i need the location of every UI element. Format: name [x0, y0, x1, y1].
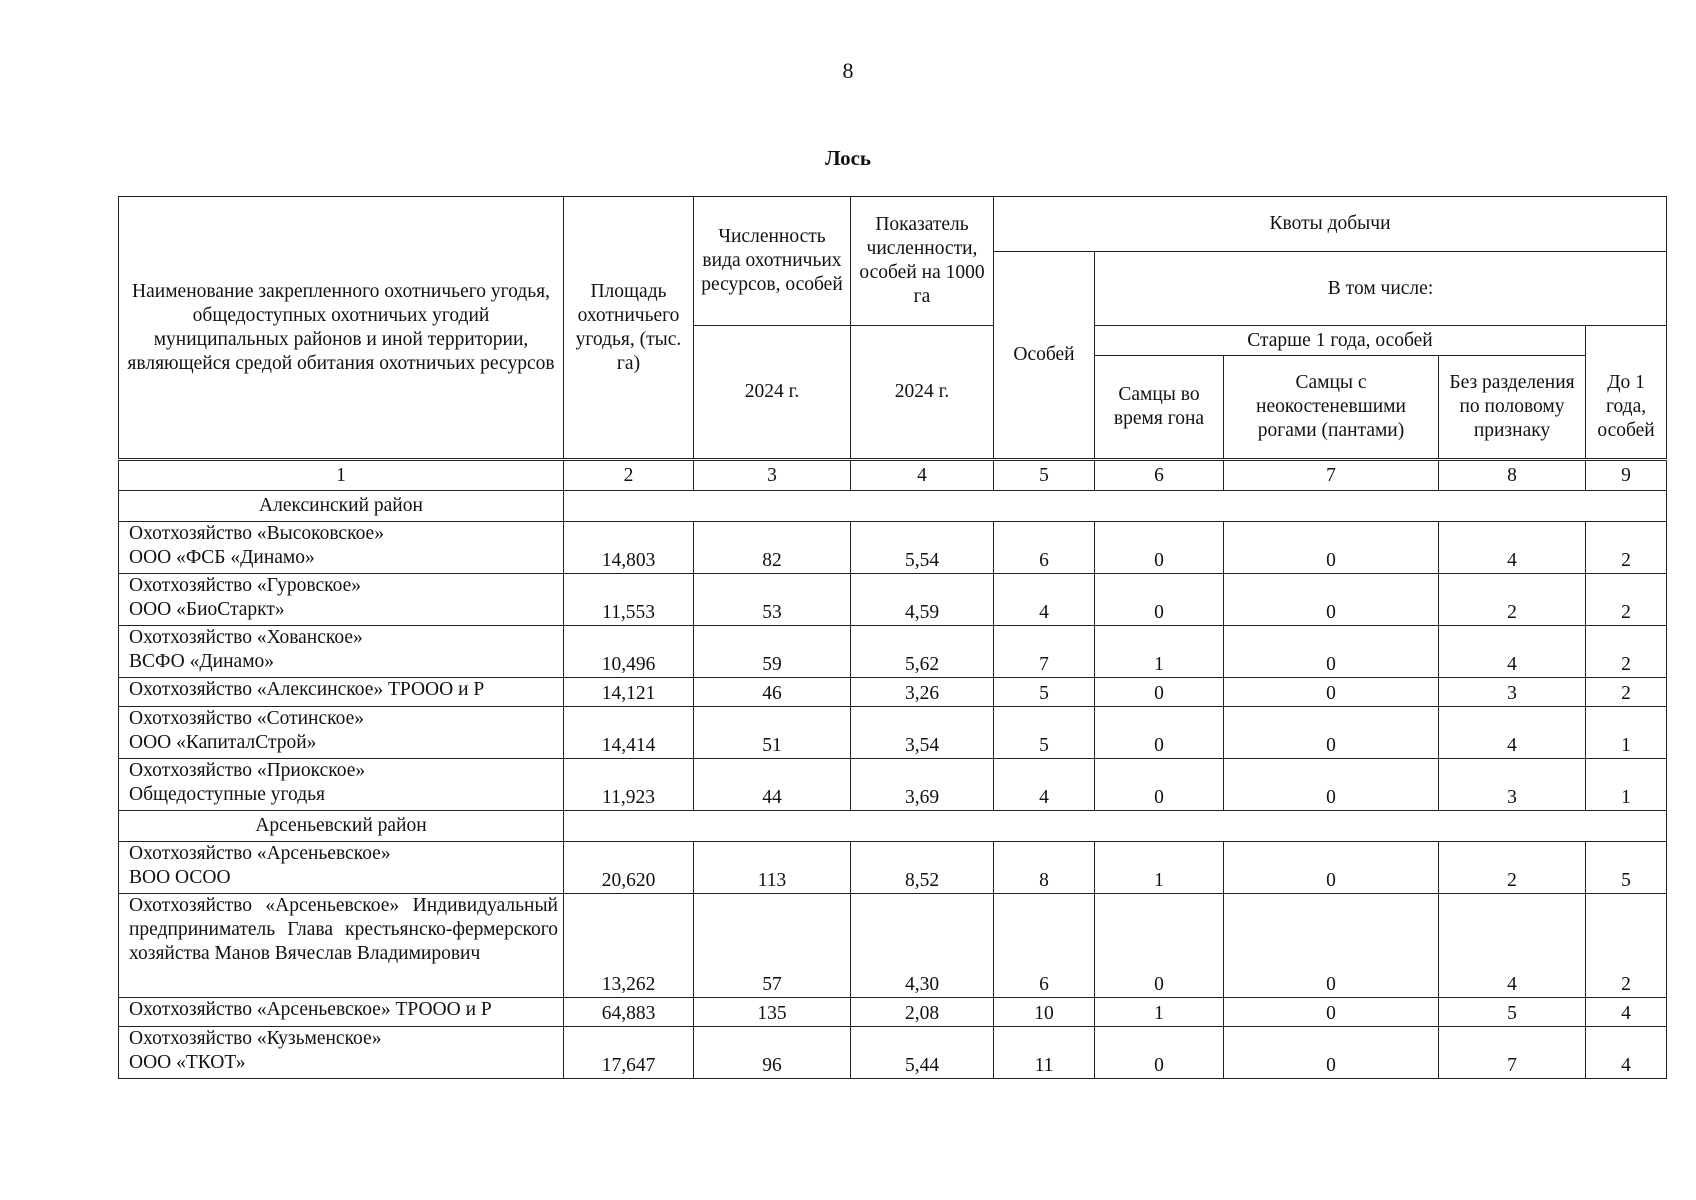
- table-row: [119, 522, 1667, 574]
- header-antlers: Самцы с неокостеневшими рогами (пантами): [1224, 356, 1439, 460]
- rut-cell: 0: [1095, 894, 1224, 998]
- column-number-row: [119, 460, 1667, 491]
- header-older: Старше 1 года, особей: [1095, 326, 1586, 356]
- total-cell: 5: [994, 707, 1095, 759]
- density-cell: 5,54: [851, 522, 994, 574]
- young-cell: 2: [1586, 894, 1667, 998]
- table-row: [119, 998, 1667, 1027]
- count-cell: 82: [694, 522, 851, 574]
- district-name: Арсеньевский район: [119, 811, 564, 842]
- young-cell: 2: [1586, 522, 1667, 574]
- total-cell: 6: [994, 894, 1095, 998]
- header-name: Наименование закрепленного охотничьего угодья, общедоступных охотничьих угодий муниципальных районов и иной территории, являющейся средой обитания охотничьих ресурсов: [119, 197, 564, 460]
- total-cell: 5: [994, 678, 1095, 707]
- area-cell: 11,923: [564, 759, 694, 811]
- antlers-cell: 0: [1224, 759, 1439, 811]
- header-density-year: 2024 г.: [851, 326, 994, 460]
- young-cell: 2: [1586, 626, 1667, 678]
- header-rut: Самцы во время гона: [1095, 356, 1224, 460]
- hunting-ground-name: Охотхозяйство «Хованское» ВСФО «Динамо»: [119, 626, 564, 678]
- density-cell: 3,54: [851, 707, 994, 759]
- total-cell: 6: [994, 522, 1095, 574]
- header-quota: Квоты добычи: [994, 197, 1667, 252]
- area-cell: 10,496: [564, 626, 694, 678]
- density-cell: 3,69: [851, 759, 994, 811]
- header-density: Показатель численности, особей на 1000 га: [851, 197, 994, 326]
- rut-cell: 0: [1095, 1027, 1224, 1079]
- count-cell: 113: [694, 842, 851, 894]
- table-row: [119, 626, 1667, 678]
- antlers-cell: 0: [1224, 998, 1439, 1027]
- column-number: 3: [694, 460, 851, 491]
- hunting-ground-name: Охотхозяйство «Высоковское» ООО «ФСБ «Динамо»: [119, 522, 564, 574]
- young-cell: 4: [1586, 998, 1667, 1027]
- rut-cell: 0: [1095, 759, 1224, 811]
- count-cell: 96: [694, 1027, 851, 1079]
- density-cell: 5,44: [851, 1027, 994, 1079]
- nosex-cell: 4: [1439, 626, 1586, 678]
- header-area: Площадь охотничьего угодья, (тыс. га): [564, 197, 694, 460]
- hunting-ground-name: Охотхозяйство «Приокское» Общедоступные угодья: [119, 759, 564, 811]
- density-cell: 2,08: [851, 998, 994, 1027]
- area-cell: 14,414: [564, 707, 694, 759]
- hunting-ground-name: Охотхозяйство «Алексинское» ТРООО и Р: [119, 678, 564, 707]
- table-row: [119, 574, 1667, 626]
- young-cell: 5: [1586, 842, 1667, 894]
- area-cell: 64,883: [564, 998, 694, 1027]
- column-number: 9: [1586, 460, 1667, 491]
- column-number: 7: [1224, 460, 1439, 491]
- young-cell: 2: [1586, 678, 1667, 707]
- hunting-ground-name: Охотхозяйство «Сотинское» ООО «КапиталСтрой»: [119, 707, 564, 759]
- hunting-ground-name: Охотхозяйство «Арсеньевское» ТРООО и Р: [119, 998, 564, 1027]
- table-row: [119, 678, 1667, 707]
- density-cell: 3,26: [851, 678, 994, 707]
- rut-cell: 0: [1095, 707, 1224, 759]
- column-number: 4: [851, 460, 994, 491]
- table-row: [119, 759, 1667, 811]
- table-row: [119, 1027, 1667, 1079]
- rut-cell: 1: [1095, 998, 1224, 1027]
- density-cell: 8,52: [851, 842, 994, 894]
- total-cell: 11: [994, 1027, 1095, 1079]
- antlers-cell: 0: [1224, 842, 1439, 894]
- antlers-cell: 0: [1224, 678, 1439, 707]
- antlers-cell: 0: [1224, 894, 1439, 998]
- count-cell: 59: [694, 626, 851, 678]
- nosex-cell: 4: [1439, 707, 1586, 759]
- nosex-cell: 4: [1439, 894, 1586, 998]
- count-cell: 51: [694, 707, 851, 759]
- hunting-ground-name: Охотхозяйство «Гуровское» ООО «БиоСтаркт»: [119, 574, 564, 626]
- total-cell: 8: [994, 842, 1095, 894]
- hunting-ground-name: Охотхозяйство «Арсеньевское» Индивидуальный предприниматель Глава крестьянско-фермерского хозяйства Манов Вячеслав Владимирович: [119, 894, 564, 998]
- header-nosex: Без разделения по половому признаку: [1439, 356, 1586, 460]
- document-title: Лось: [824, 146, 872, 170]
- quota-table: [118, 196, 1667, 1079]
- area-cell: 17,647: [564, 1027, 694, 1079]
- young-cell: 4: [1586, 1027, 1667, 1079]
- total-cell: 4: [994, 574, 1095, 626]
- antlers-cell: 0: [1224, 707, 1439, 759]
- area-cell: 14,803: [564, 522, 694, 574]
- district-row: [119, 491, 1667, 522]
- young-cell: 1: [1586, 707, 1667, 759]
- column-number: 6: [1095, 460, 1224, 491]
- header-including: В том числе:: [1095, 252, 1667, 326]
- header-young: До 1 года, особей: [1586, 326, 1667, 460]
- rut-cell: 0: [1095, 574, 1224, 626]
- hunting-ground-name: Охотхозяйство «Арсеньевское» ВОО ОСОО: [119, 842, 564, 894]
- antlers-cell: 0: [1224, 1027, 1439, 1079]
- rut-cell: 0: [1095, 678, 1224, 707]
- nosex-cell: 7: [1439, 1027, 1586, 1079]
- table-row: [119, 894, 1667, 998]
- nosex-cell: 5: [1439, 998, 1586, 1027]
- count-cell: 57: [694, 894, 851, 998]
- antlers-cell: 0: [1224, 626, 1439, 678]
- district-row: [119, 811, 1667, 842]
- nosex-cell: 3: [1439, 759, 1586, 811]
- count-cell: 46: [694, 678, 851, 707]
- district-spacer: [564, 811, 1667, 842]
- nosex-cell: 4: [1439, 522, 1586, 574]
- total-cell: 7: [994, 626, 1095, 678]
- rut-cell: 1: [1095, 626, 1224, 678]
- area-cell: 11,553: [564, 574, 694, 626]
- column-number: 8: [1439, 460, 1586, 491]
- header-count: Численность вида охотничьих ресурсов, особей: [694, 197, 851, 326]
- header-total: Особей: [994, 252, 1095, 460]
- hunting-ground-name: Охотхозяйство «Кузьменское» ООО «ТКОТ»: [119, 1027, 564, 1079]
- header-count-year: 2024 г.: [694, 326, 851, 460]
- nosex-cell: 3: [1439, 678, 1586, 707]
- area-cell: 14,121: [564, 678, 694, 707]
- area-cell: 20,620: [564, 842, 694, 894]
- total-cell: 4: [994, 759, 1095, 811]
- district-spacer: [564, 491, 1667, 522]
- rut-cell: 1: [1095, 842, 1224, 894]
- area-cell: 13,262: [564, 894, 694, 998]
- count-cell: 53: [694, 574, 851, 626]
- antlers-cell: 0: [1224, 574, 1439, 626]
- antlers-cell: 0: [1224, 522, 1439, 574]
- rut-cell: 0: [1095, 522, 1224, 574]
- young-cell: 2: [1586, 574, 1667, 626]
- total-cell: 10: [994, 998, 1095, 1027]
- district-name: Алексинский район: [119, 491, 564, 522]
- count-cell: 135: [694, 998, 851, 1027]
- density-cell: 4,59: [851, 574, 994, 626]
- young-cell: 1: [1586, 759, 1667, 811]
- nosex-cell: 2: [1439, 574, 1586, 626]
- table-row: [119, 842, 1667, 894]
- table-row: [119, 707, 1667, 759]
- nosex-cell: 2: [1439, 842, 1586, 894]
- count-cell: 44: [694, 759, 851, 811]
- page-number: 8: [842, 58, 854, 83]
- density-cell: 4,30: [851, 894, 994, 998]
- density-cell: 5,62: [851, 626, 994, 678]
- column-number: 2: [564, 460, 694, 491]
- column-number: 1: [119, 460, 564, 491]
- column-number: 5: [994, 460, 1095, 491]
